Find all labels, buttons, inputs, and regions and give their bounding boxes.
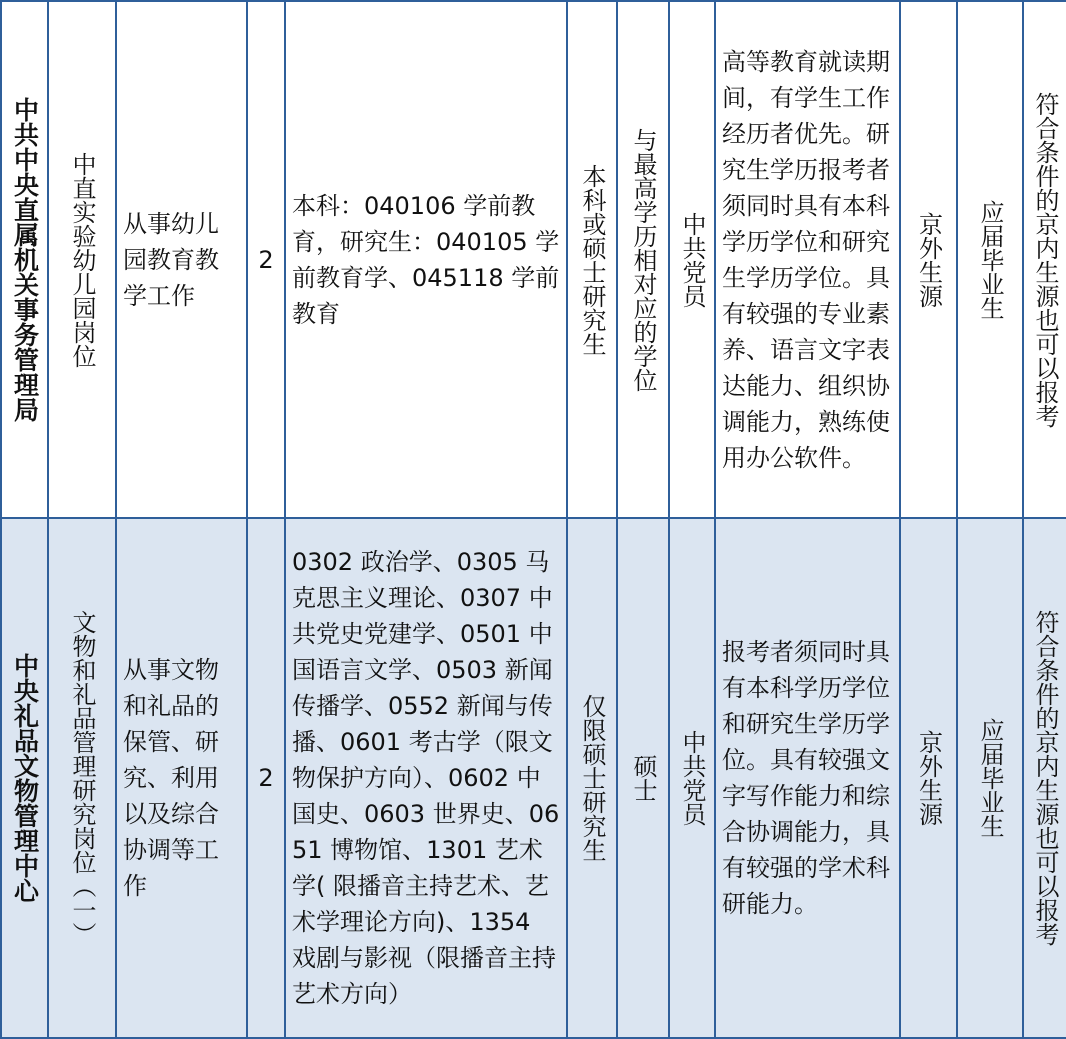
candidate-cell	[957, 518, 1023, 1038]
degree-text: 硕士	[629, 754, 657, 802]
position-name: 中直实验幼儿园岗位	[68, 151, 96, 368]
position-cell	[48, 518, 116, 1038]
table-row	[1, 518, 1066, 1038]
degree-cell	[617, 1, 669, 518]
requirements-cell	[715, 1, 900, 518]
majors-text: 本科：040106 学前教育，研究生：040105 学前教育学、045118 学前教育	[292, 191, 560, 328]
politics-text: 中共党员	[678, 730, 706, 826]
politics-cell	[669, 518, 715, 1038]
education-text: 仅限硕士研究生	[578, 694, 606, 862]
candidate-text: 应届毕业生	[976, 718, 1004, 838]
degree-text: 与最高学历相对应的学位	[629, 127, 657, 392]
duties-text: 从事幼儿园教育教学工作	[123, 209, 219, 310]
duties-cell	[116, 518, 247, 1038]
candidate-text: 应届毕业生	[976, 199, 1004, 320]
requirements-text: 高等教育就读期间，有学生工作经历者优先。研究生学历报考者须同时具有本科学历学位和研究生学历学位。具有较强的专业素养、语言文字表达能力、组织协调能力，熟练使用办公软件。	[722, 47, 890, 472]
duties-cell	[116, 1, 247, 518]
education-text: 本科或硕士研究生	[578, 163, 606, 356]
majors-text: 0302 政治学、0305 马克思主义理论、0307 中共党史党建学、0501 中国语言文学、0503 新闻传播学、0552 新闻与传播、0601 考古学（限文物保护方向）、0602 中国史、0603 世界史、0651 博物馆、1301 艺术学( 限播音主持艺术、艺术学理论方向)、1354 戏剧与影视（限播音主持艺术方向）	[292, 548, 560, 1008]
recruit-count: 2	[258, 764, 274, 792]
table-row	[1, 1, 1066, 518]
source-text: 京外生源	[914, 211, 943, 308]
notes-text: 符合条件的京内生源也可以报考	[1031, 91, 1059, 428]
education-cell	[567, 518, 617, 1038]
source-text: 京外生源	[914, 730, 943, 826]
count-cell	[247, 1, 285, 518]
duties-text: 从事文物和礼品的保管、研究、利用以及综合协调等工作	[123, 656, 219, 900]
education-cell	[567, 1, 617, 518]
majors-cell	[285, 1, 567, 518]
requirements-text: 报考者须同时具有本科学历学位和研究生学历学位。具有较强文字写作能力和综合协调能力，具有较强的学术科研能力。	[722, 638, 890, 918]
notes-text: 符合条件的京内生源也可以报考	[1031, 610, 1059, 946]
unit-cell	[1, 518, 48, 1038]
source-cell	[900, 518, 957, 1038]
candidate-cell	[957, 1, 1023, 518]
majors-cell	[285, 518, 567, 1038]
politics-cell	[669, 1, 715, 518]
unit-cell	[1, 1, 48, 518]
notes-cell	[1023, 518, 1066, 1038]
count-cell	[247, 518, 285, 1038]
politics-text: 中共党员	[678, 211, 706, 308]
recruit-count: 2	[258, 245, 274, 274]
notes-cell	[1023, 1, 1066, 518]
unit-name: 中共中央直属机关事务管理局	[10, 97, 40, 422]
source-cell	[900, 1, 957, 518]
position-name: 文物和礼品管理研究岗位（一）	[68, 610, 96, 946]
degree-cell	[617, 518, 669, 1038]
requirements-cell	[715, 518, 900, 1038]
unit-name: 中央礼品文物管理中心	[10, 653, 40, 903]
position-cell	[48, 1, 116, 518]
